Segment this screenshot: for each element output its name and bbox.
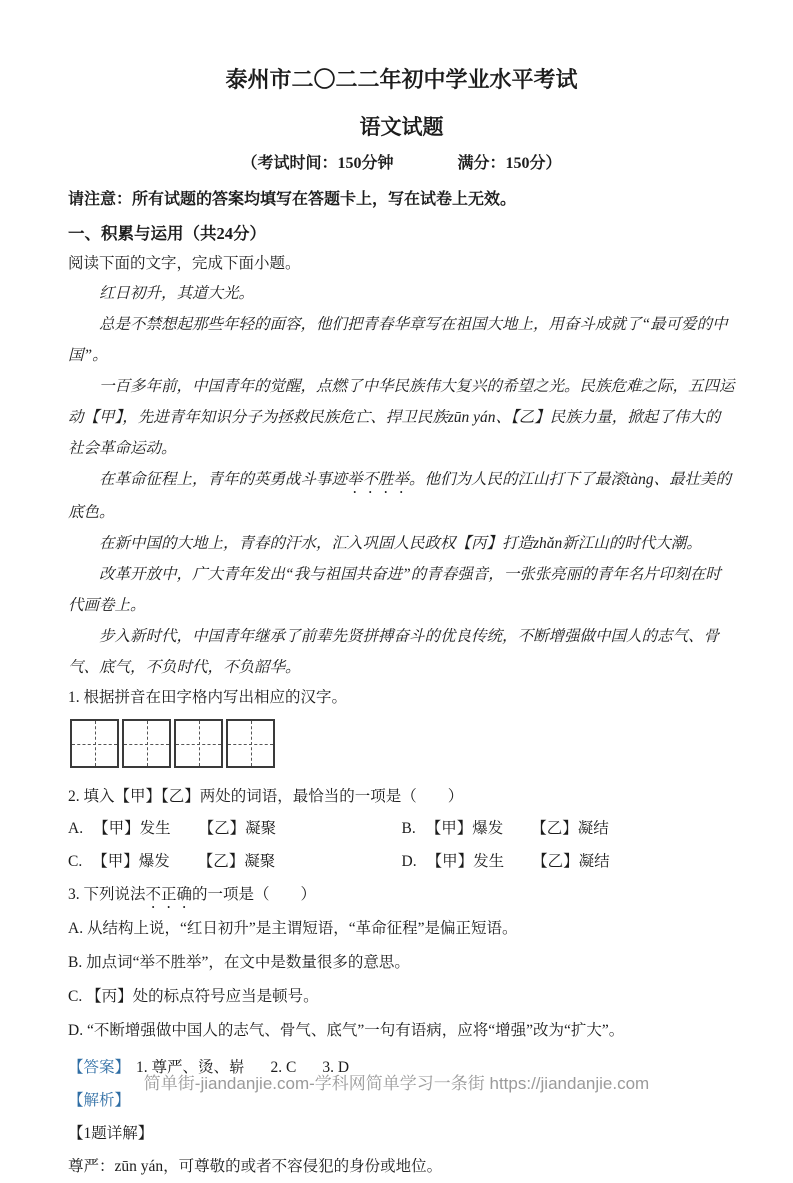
tianzige-grid [122,719,171,768]
answer-label: 【答案】 [68,1059,131,1076]
section-heading: 一、积累与运用（共24分） [68,224,266,243]
exam-info-line: （考试时间：150分钟 满分：150分） [241,155,562,172]
exam-subject-title: 语文试题 [359,115,444,139]
analysis-label: 【解析】 [68,1092,131,1109]
option-jia-word: 【甲】爆发 [425,820,504,837]
option-d: D. “不断增强做中国人的志气、骨气、底气”一句有语病，应将“增强”改为“扩大”。 [68,1022,625,1039]
answer-2: 2. C [270,1059,297,1076]
detail-heading: 【1题详解】 [68,1125,154,1142]
question-2-stem: 2. 填入【甲】【乙】两处的词语，最恰当的一项是（ ） [68,788,464,805]
question-3-options [68,912,735,1048]
tianzige-grid [226,719,275,768]
exam-notice: 请注意：所有试题的答案均填写在答题卡上，写在试卷上无效。 [68,191,517,208]
answer-1: 1. 尊严、烫、崭 [136,1059,245,1076]
detail-text: 尊严：zūn yán，可尊敬的或者不容侵犯的身份或地位。 [68,1158,443,1175]
reading-instruction: 阅读下面的文字，完成下面小题。 [68,255,301,272]
tianzige-grid [174,719,223,768]
stem-text: 3. 下列说法 [68,886,146,903]
option-d [402,846,736,879]
option-letter: B. [401,820,416,837]
option-letter: D. [401,852,417,870]
passage-paragraph-7: 步入新时代，中国青年继承了前辈先贤拼搏奋斗的优良传统，不断增强做中国人的志气、骨气、底气，不负时代，不负韶华。 [68,628,720,676]
answer-3: 3. D [322,1059,350,1076]
option-yi-word: 【乙】凝结 [531,820,609,837]
passage-paragraph-1: 红日初升，其道大光。 [99,285,255,302]
option-yi-word: 【乙】凝聚 [197,852,276,870]
option-letter: C. [68,852,83,870]
exam-title: 泰州市二〇二二年初中学业水平考试 [225,67,578,92]
option-c [68,846,402,879]
passage-paragraph-3: 一百多年前，中国青年的觉醒，点燃了中华民族伟大复兴的希望之光。民族危难之际，五四运动【甲】，先进青年知识分子为拯救民族危亡、捍卫民族zūn yán、【乙】民族力量，掀起了伟大的社会革命运动。 [68,378,735,457]
tianzige-grid-row [70,719,735,768]
question-3-stem [68,878,735,912]
tianzige-grid [70,719,119,768]
reading-passage [68,278,735,683]
emphasized-phrase: 不正确 [145,886,193,903]
passage-paragraph-5: 在新中国的大地上，青春的汗水，汇入巩固人民政权【丙】打造zhǎn新江山的时代大潮。 [99,535,702,552]
option-a [68,813,402,846]
option-b [402,813,736,846]
option-yi-word: 【乙】凝结 [532,852,610,870]
option-c: C. 【丙】处的标点符号应当是顿号。 [68,988,319,1005]
option-b: B. 加点词“举不胜举”，在文中是数量很多的意思。 [68,954,410,971]
option-jia-word: 【甲】爆发 [92,852,170,870]
option-a: A. 从结构上说，“红日初升”是主谓短语，“革命征程”是偏正短语。 [68,920,518,937]
watermark-footer: 简单街-jiandanjie.com-学科网简单学习一条街 https://jiandanjie.com [143,1074,650,1093]
option-jia-word: 【甲】发生 [93,820,171,837]
option-jia-word: 【甲】发生 [426,852,505,870]
passage-paragraph-6: 改革开放中，广大青年发出“我与祖国共奋进”的青春强音，一张张亮丽的青年名片印刻在时代画卷上。 [68,566,721,614]
passage-text: 。他们为人民的江山打下了最滚tàng、最壮美的底色。 [68,471,732,521]
option-letter: A. [68,820,84,837]
question-2-options [68,813,735,878]
passage-paragraph-2: 总是不禁想起那些年轻的面容，他们把青春华章写在祖国大地上，用奋斗成就了“最可爱的中国”。 [68,316,728,364]
question-1-stem: 1. 根据拼音在田字格内写出相应的汉字。 [68,689,348,706]
passage-text: 在革命征程上，青年的英勇战斗事迹 [99,471,348,488]
option-yi-word: 【乙】凝聚 [198,820,277,837]
passage-paragraph-4 [68,464,735,528]
emphasized-phrase: 举不胜举 [347,471,410,488]
stem-text: 的一项是（ ） [192,886,317,903]
